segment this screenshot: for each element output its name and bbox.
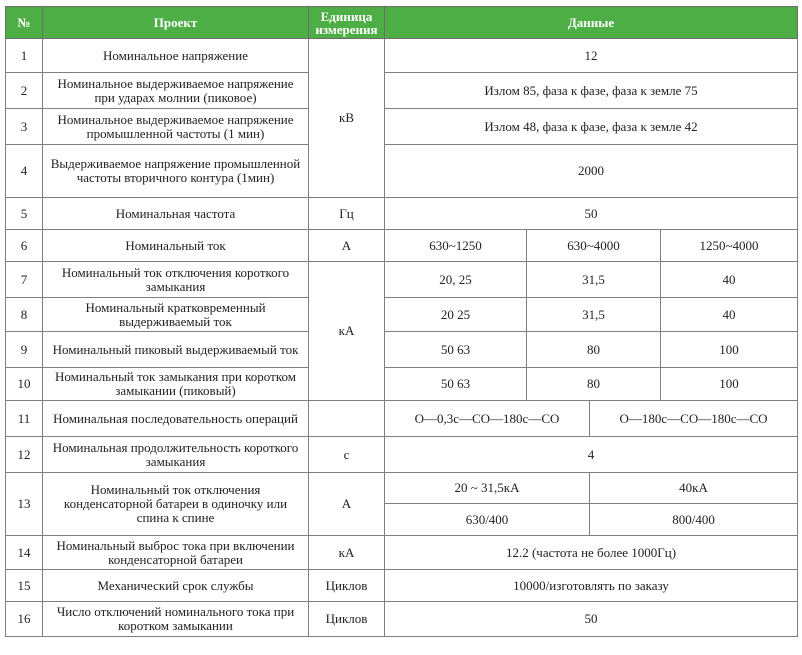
data-cell: 80 (527, 368, 661, 401)
table-row (6, 401, 798, 437)
data-cell: 1250~4000 (661, 230, 798, 262)
header-unit: Единица измерения (309, 7, 385, 39)
row-label: Номинальный кратковременный выдерживаемый ток (43, 298, 309, 332)
header-data: Данные (385, 7, 798, 39)
data-cell: 630~4000 (527, 230, 661, 262)
row-label: Номинальный пиковый выдерживаемый ток (43, 332, 309, 368)
data-cell: О—180с—СО—180с—СО (590, 401, 798, 437)
row-num: 16 (6, 602, 43, 637)
data-cell: 31,5 (527, 262, 661, 298)
row-label: Номинальная продолжительность короткого замыкания (43, 437, 309, 473)
row-num: 14 (6, 536, 43, 570)
unit-cell: А (309, 473, 385, 536)
data-cell: Излом 85, фаза к фазе, фаза к земле 75 (385, 73, 798, 109)
data-cell: 31,5 (527, 298, 661, 332)
spec-table (5, 6, 798, 637)
data-cell: 20 25 (385, 298, 527, 332)
data-cell: 20 ~ 31,5кА (385, 473, 590, 504)
row-num: 5 (6, 198, 43, 230)
header-project: Проект (43, 7, 309, 39)
table-row (6, 570, 798, 602)
row-num: 7 (6, 262, 43, 298)
header-num: № (6, 7, 43, 39)
data-cell: Излом 48, фаза к фазе, фаза к земле 42 (385, 109, 798, 145)
row-label: Номинальный ток отключения конденсаторной батареи в одиночку или спина к спине (43, 473, 309, 536)
data-cell: 2000 (385, 145, 798, 198)
row-label: Номинальное выдерживаемое напряжение при ударах молнии (пиковое) (43, 73, 309, 109)
data-cell: 40кА (590, 473, 798, 504)
data-cell: 4 (385, 437, 798, 473)
data-cell: 12.2 (частота не более 1000Гц) (385, 536, 798, 570)
table-row (6, 262, 798, 298)
data-cell: 50 (385, 198, 798, 230)
table-row (6, 73, 798, 109)
unit-cell: Циклов (309, 570, 385, 602)
row-num: 2 (6, 73, 43, 109)
table-row (6, 368, 798, 401)
table-row (6, 332, 798, 368)
table-row (6, 198, 798, 230)
data-cell: 50 (385, 602, 798, 637)
row-num: 9 (6, 332, 43, 368)
unit-cell: с (309, 437, 385, 473)
row-num: 15 (6, 570, 43, 602)
data-cell: О—0,3с—СО—180с—СО (385, 401, 590, 437)
data-cell: 40 (661, 262, 798, 298)
data-cell: 20, 25 (385, 262, 527, 298)
row-num: 1 (6, 39, 43, 73)
table-row (6, 39, 798, 73)
table-row (6, 437, 798, 473)
data-cell: 100 (661, 368, 798, 401)
row-num: 6 (6, 230, 43, 262)
unit-cell (309, 401, 385, 437)
table-row (6, 145, 798, 198)
unit-cell: кА (309, 262, 385, 401)
unit-cell: кА (309, 536, 385, 570)
unit-cell: Гц (309, 198, 385, 230)
table-row (6, 536, 798, 570)
table-row (6, 230, 798, 262)
row-label: Номинальный ток отключения короткого замыкания (43, 262, 309, 298)
table-row (6, 473, 798, 504)
table-row (6, 298, 798, 332)
data-cell: 80 (527, 332, 661, 368)
data-cell: 630/400 (385, 504, 590, 536)
row-num: 12 (6, 437, 43, 473)
row-label: Номинальное выдерживаемое напряжение промышленной частоты (1 мин) (43, 109, 309, 145)
table-row (6, 109, 798, 145)
unit-cell: кВ (309, 39, 385, 198)
row-num: 4 (6, 145, 43, 198)
data-cell: 50 63 (385, 368, 527, 401)
row-label: Механический срок службы (43, 570, 309, 602)
row-num: 10 (6, 368, 43, 401)
data-cell: 12 (385, 39, 798, 73)
unit-cell: А (309, 230, 385, 262)
row-label: Число отключений номинального тока при коротком замыкании (43, 602, 309, 637)
header-row (6, 7, 798, 39)
row-label: Выдерживаемое напряжение промышленной частоты вторичного контура (1мин) (43, 145, 309, 198)
table-row (6, 602, 798, 637)
data-cell: 800/400 (590, 504, 798, 536)
row-label: Номинальное напряжение (43, 39, 309, 73)
row-label: Номинальная частота (43, 198, 309, 230)
data-cell: 630~1250 (385, 230, 527, 262)
row-label: Номинальный выброс тока при включении конденсаторной батареи (43, 536, 309, 570)
row-num: 13 (6, 473, 43, 536)
row-num: 11 (6, 401, 43, 437)
data-cell: 100 (661, 332, 798, 368)
row-num: 3 (6, 109, 43, 145)
row-num: 8 (6, 298, 43, 332)
data-cell: 50 63 (385, 332, 527, 368)
row-label: Номинальная последовательность операций (43, 401, 309, 437)
row-label: Номинальный ток (43, 230, 309, 262)
row-label: Номинальный ток замыкания при коротком замыкании (пиковый) (43, 368, 309, 401)
data-cell: 40 (661, 298, 798, 332)
unit-cell: Циклов (309, 602, 385, 637)
data-cell: 10000/изготовлять по заказу (385, 570, 798, 602)
